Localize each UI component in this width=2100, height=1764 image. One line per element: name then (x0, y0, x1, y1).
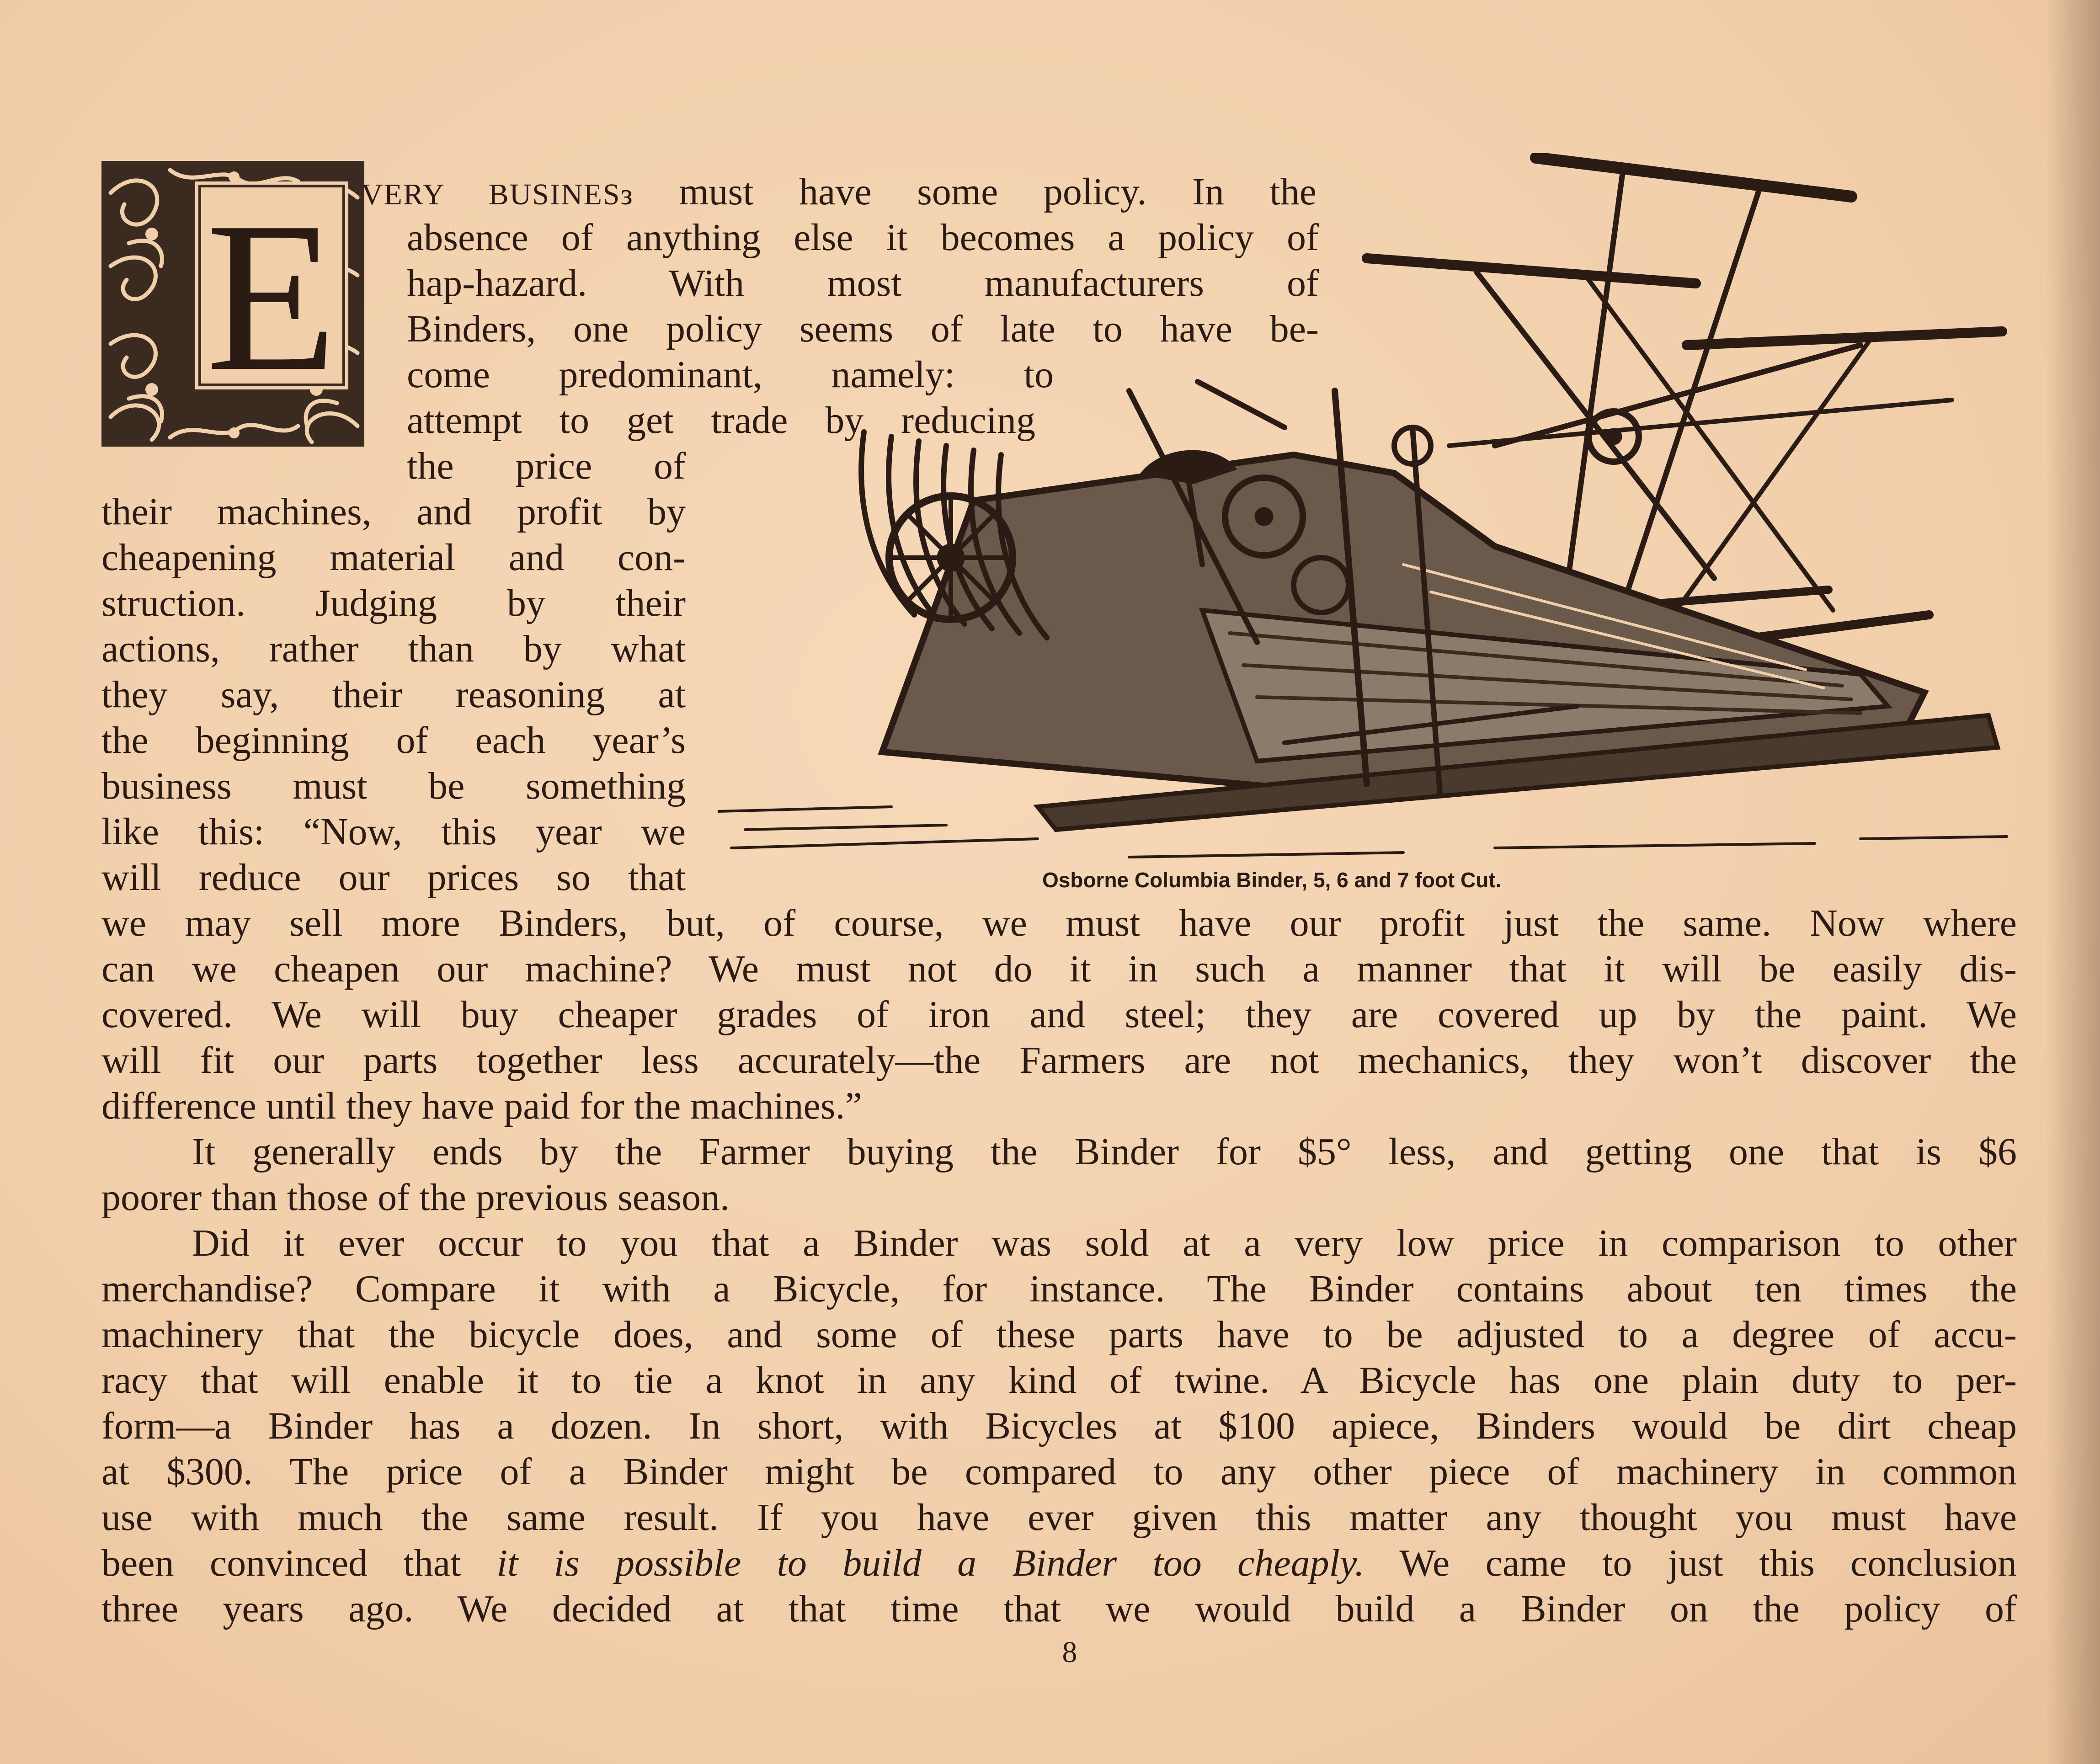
text-line: covered. We will buy cheaper grades of iron and steel; they are covered up by the paint. We (101, 993, 2017, 1036)
italic-line-after: We came to just this conclusion (1364, 1542, 2017, 1584)
page-number: 8 (1062, 1636, 1077, 1669)
italic-emphasis: it is possible to build a Binder too cheaply. (496, 1542, 1364, 1584)
text-line: machinery that the bicycle does, and some of these parts have to be adjusted to a degree of accu- (101, 1313, 2017, 1356)
text-line: use with much the same result. If you have ever given this matter any thought you must have (101, 1496, 2017, 1539)
text-line-with-italic (101, 1540, 2017, 1586)
text-line: like this: “Now, this year we (101, 810, 686, 853)
opening-small-caps: VERY BUSINESз (361, 178, 634, 211)
drop-cap-letter: E (206, 177, 337, 416)
text-line: struction. Judging by their (101, 582, 686, 624)
text-line: will reduce our prices so that (101, 856, 686, 899)
text-line: business must be something (101, 765, 686, 807)
text-line: the beginning of each year’s (101, 719, 686, 762)
text-line: cheapening material and con- (101, 536, 686, 579)
italic-line-before: been convinced that (101, 1542, 497, 1584)
text-line: the price of (407, 445, 686, 487)
text-line: come predominant, namely: to (407, 353, 1054, 396)
text-line: poorer than those of the previous season. (101, 1176, 730, 1219)
text-line: we may sell more Binders, but, of course, we must have our profit just the same. Now where (101, 902, 2017, 944)
text-line: merchandise? Compare it with a Bicycle, for instance. The Binder contains about ten times the (101, 1268, 2017, 1310)
text-line: It generally ends by the Farmer buying the Binder for $5° less, and getting one that is $6 (192, 1130, 2017, 1173)
text-line: at $300. The price of a Binder might be compared to any other piece of machinery in common (101, 1450, 2017, 1493)
binder-engraving (718, 153, 2011, 873)
text-line: hap-hazard. With most manufacturers of (407, 262, 1319, 304)
ornamental-drop-cap (101, 161, 364, 447)
text-line: absence of anything else it becomes a policy of (407, 216, 1319, 259)
text-line: racy that will enable it to tie a knot in any kind of twine. A Bicycle has one plain duty to per- (101, 1359, 2017, 1402)
text-line: their machines, and profit by (101, 490, 686, 533)
text-line: form—a Binder has a dozen. In short, with Bicycles at $100 apiece, Binders would be dirt cheap (101, 1405, 2017, 1447)
text-line: Did it ever occur to you that a Binder was sold at a very low price in comparison to other (192, 1222, 2017, 1264)
text-line: three years ago. We decided at that time that we would build a Binder on the policy of (101, 1588, 2017, 1630)
text-line: Binders, one policy seems of late to have be- (407, 308, 1319, 350)
text-line: can we cheapen our machine? We must not do it in such a manner that it will be easily dis- (101, 948, 2017, 990)
text-line: difference until they have paid for the machines.” (101, 1085, 862, 1127)
text-line: actions, rather than by what (101, 628, 686, 670)
opening-line-rest: must have some policy. In the (633, 171, 1317, 213)
page-edge-shadow (2045, 0, 2100, 1764)
text-line: will fit our parts together less accurately—the Farmers are not mechanics, they won’t discover the (101, 1039, 2017, 1082)
text-line: attempt to get trade by reducing (407, 399, 1035, 442)
illustration-caption: Osborne Columbia Binder, 5, 6 and 7 foot Cut. (1042, 868, 1502, 892)
text-line: they say, their reasoning at (101, 673, 686, 716)
